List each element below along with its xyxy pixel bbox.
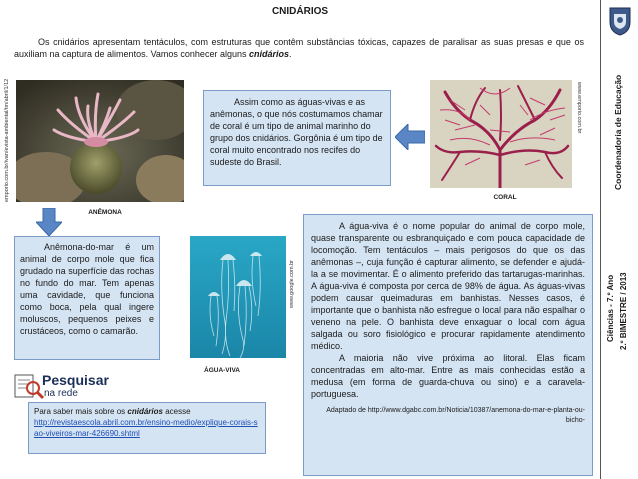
arrow-left-icon	[395, 124, 425, 150]
intro-paragraph	[14, 36, 584, 60]
agua-viva-source: Adaptado de http://www.dgabc.com.br/Noticia/10387/anemona-do-mar-e-planta-ou-bicho-	[326, 407, 585, 424]
sidebar-term: 2.º BIMESTRE / 2013	[619, 272, 628, 350]
agua-viva-image	[190, 236, 286, 358]
pesquisar-subtitle: na rede	[44, 388, 78, 399]
pesquisar-emphasis: cnidários	[127, 407, 163, 416]
anemona-text-box	[14, 236, 160, 360]
anemona-image	[16, 80, 184, 202]
pesquisar-title: Pesquisar	[42, 372, 109, 388]
intro-emphasis: cnidários	[248, 49, 289, 59]
pesquisar-link[interactable]: http://revistaescola.abril.com.br/ensino-medio/explique-corais-sao-viveiros-mar-426690.shtml	[34, 418, 258, 438]
sidebar-grade: Ciências - 7.º Ano	[606, 274, 615, 342]
agua-viva-credit: www.google.com.br	[289, 260, 295, 308]
arrow-down-icon	[36, 208, 62, 236]
agua-viva-caption: ÁGUA-VIVA	[204, 367, 240, 374]
pesquisar-prefix: Para saber mais sobre os	[34, 407, 126, 416]
intro-end: .	[289, 49, 292, 59]
page-title: CNIDÁRIOS	[271, 6, 329, 17]
intro-text: Os cnidários apresentam tentáculos, com estruturas que contêm substâncias tóxicas, capazes de paralisar as suas presas e que os auxiliam na captura de alimentos. Vamos conhecer alguns	[14, 37, 584, 59]
sidebar-org: Coordenadoria de Educação	[613, 74, 623, 190]
anemona-text: Anêmona-do-mar é um animal de corpo mole que fica grudado na superfície das rochas no fundo do mar. Tem apenas uma cavidade, que funciona como boca, pela qual ingere moluscos, pequenos peixes e crustáceos, como o camarão.	[20, 242, 154, 336]
coral-image	[430, 80, 572, 188]
pesquisar-box	[28, 402, 266, 454]
coral-caption: CORAL	[493, 194, 517, 201]
anemona-credit: emporio.com.br/ivan/evista-ambiental/tm/abril/1/12	[4, 78, 10, 202]
coral-text: Assim como as águas-vivas e as anêmonas, o que nós costumamos chamar de coral é um tipo de animal marinho do grupo dos cnidários. Gorgônia é um tipo de coral muito encontrado nos recifes do sudeste do Brasil.	[210, 97, 383, 167]
pesquisar-suffix: acesse	[165, 407, 191, 416]
agua-viva-text-box	[303, 214, 593, 476]
coat-of-arms-icon	[608, 6, 632, 36]
magnifier-icon	[14, 374, 44, 400]
agua-viva-paragraph-1: A água-viva é o nome popular do animal de corpo mole, quase transparente ou esbranquiçado e com pouca capacidade de locomoção. Tem tentáculos – mais perigosos do que os das anêmonas –, cuja função é capturar alimento, se defender e ajudá-la a se movimentar. É o alimento preferido das tartarugas-marinhas. A água-viva é composta por cerca de 98% de água. As águas-vivas podem causar queimaduras em banhistas. Nesses casos, é importante que o banhista não esfregue o local para não espalhar o veneno na pele. O banhista deve enxaguar o local com água salgada ou soro fisiológico e procurar rapidamente atendimento médico.	[311, 221, 585, 351]
pesquisar-logo	[14, 372, 124, 402]
agua-viva-paragraph-2: A maioria não vive próxima ao litoral. Elas ficam concentradas em alto-mar. Entre as mais conhecidas estão a medusa (em forma de guarda-chuva ou sino) e a caravela-portuguesa.	[311, 353, 585, 399]
coral-credit: www.emporio.com.br	[576, 82, 582, 134]
coral-text-box	[203, 90, 391, 186]
anemona-caption: ANÊMONA	[88, 209, 122, 216]
sidebar	[600, 0, 638, 479]
